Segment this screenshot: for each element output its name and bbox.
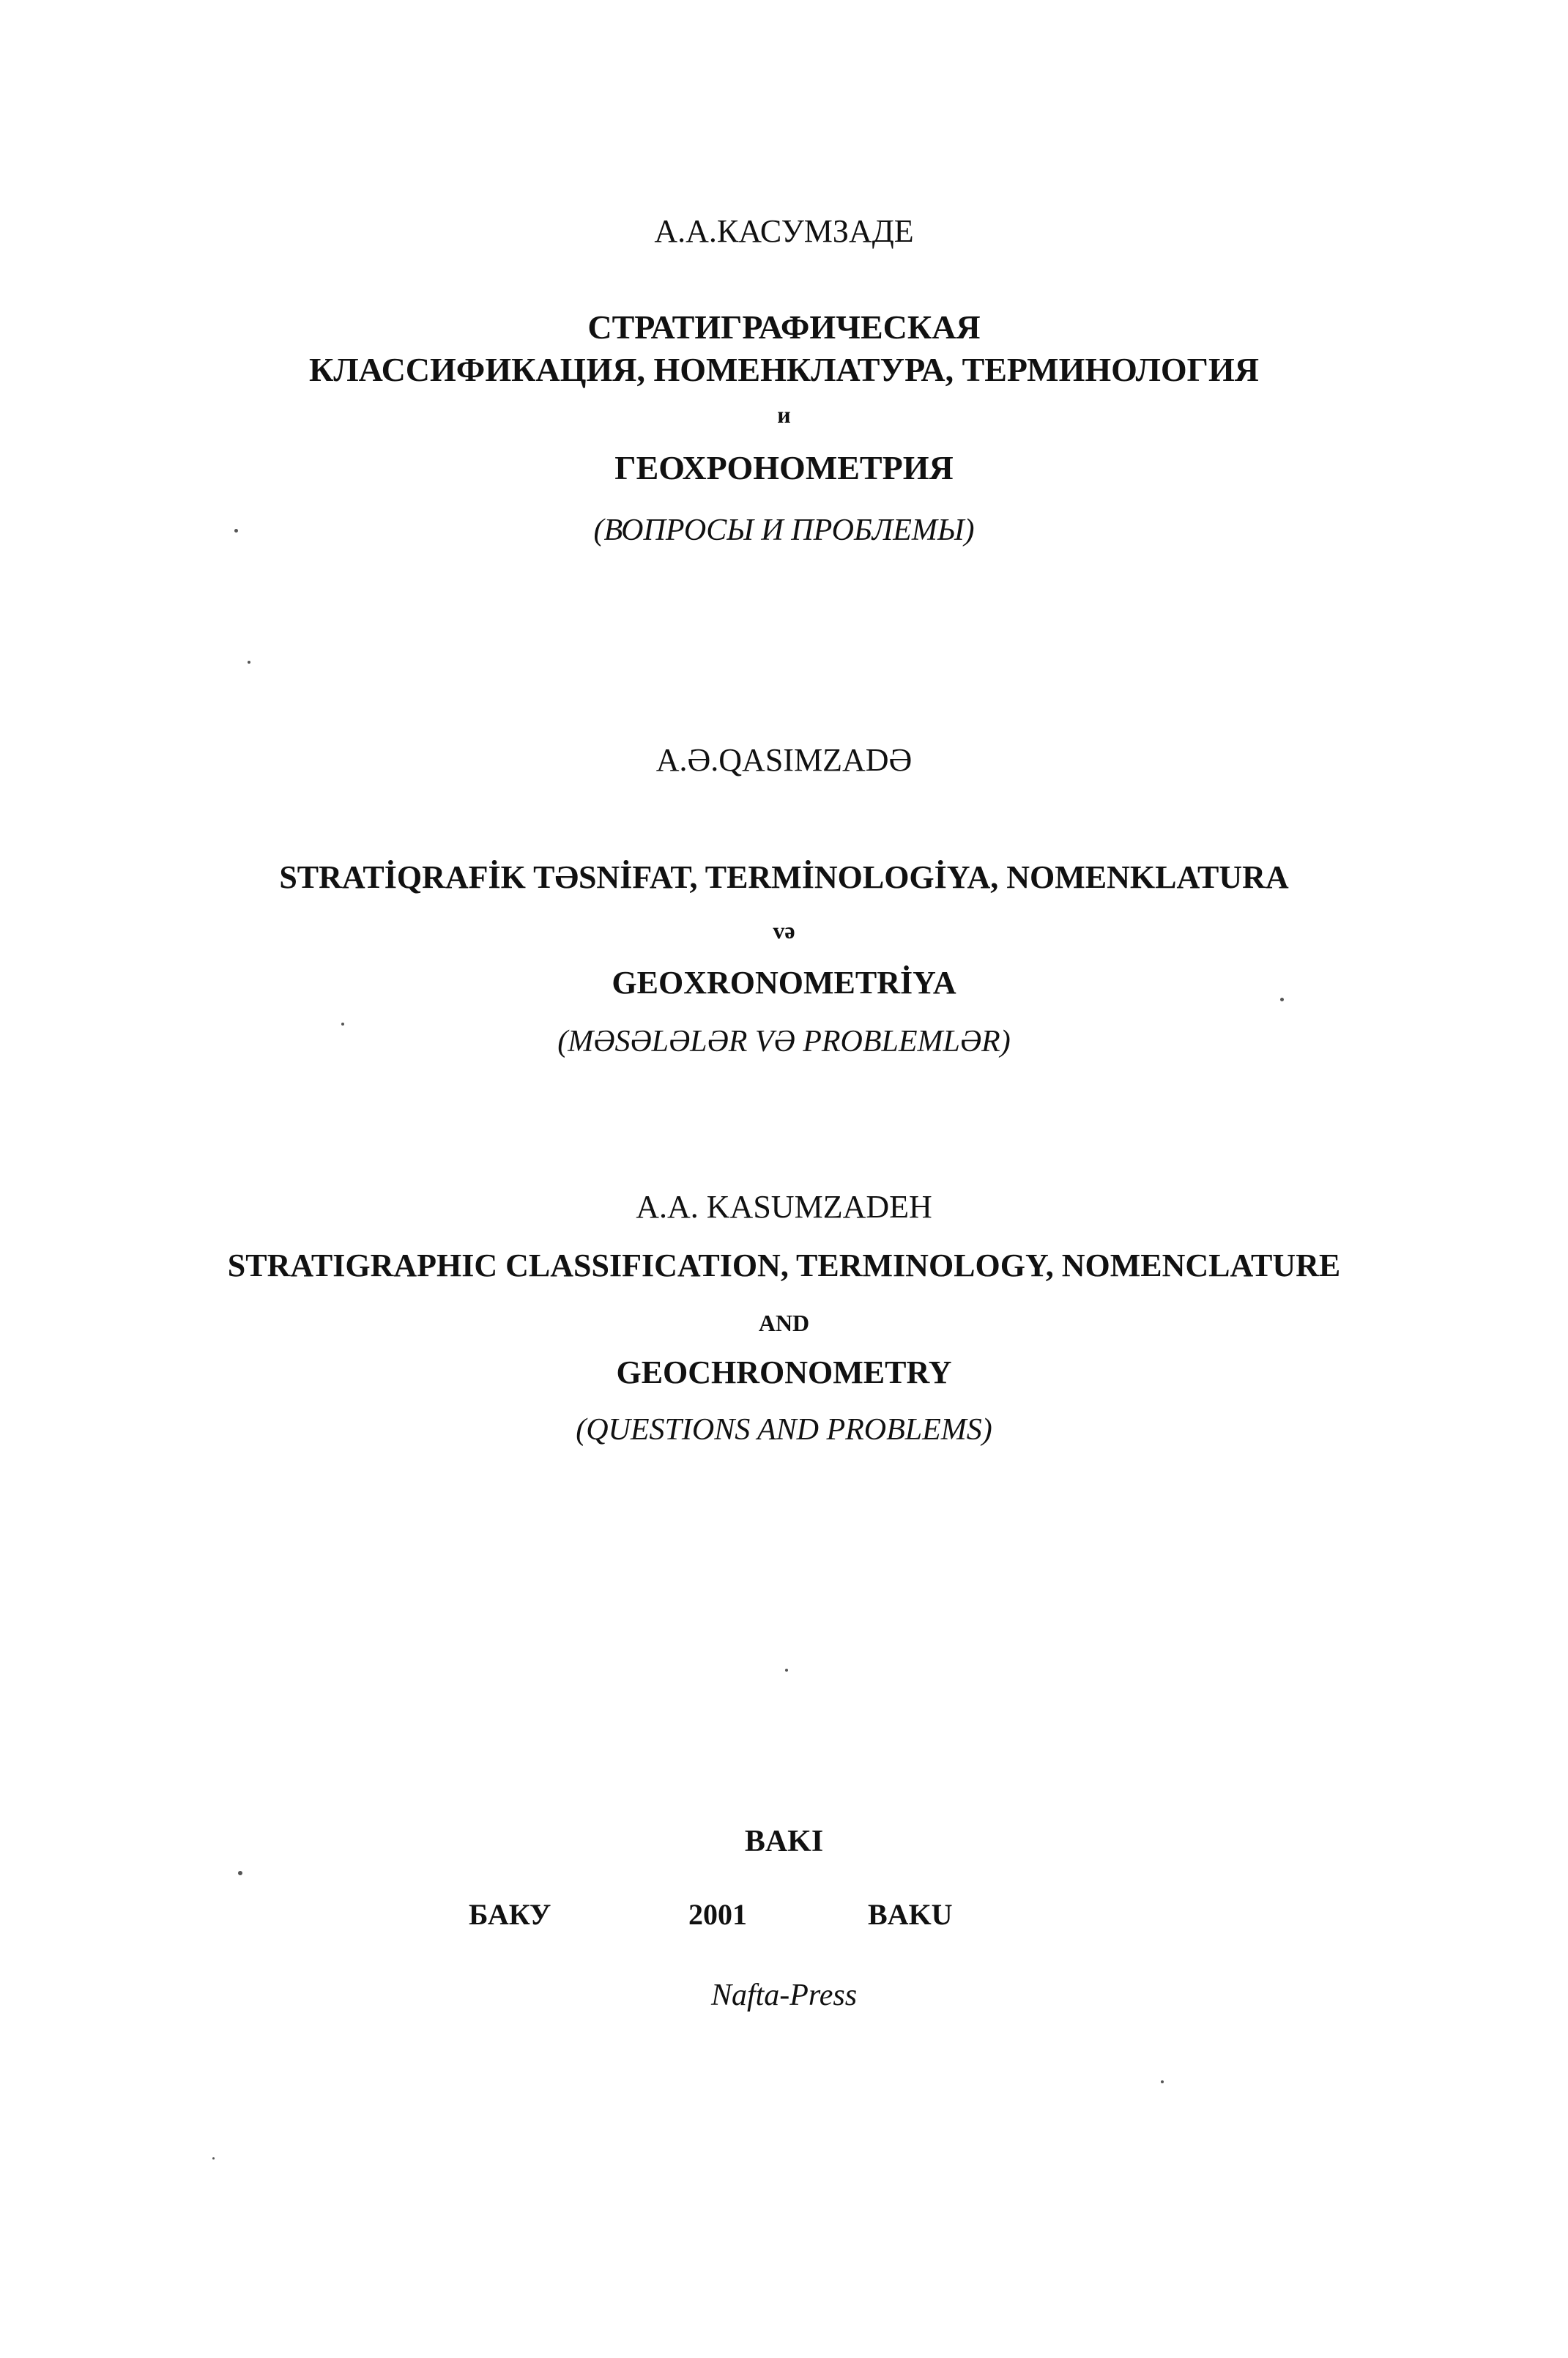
russian-title-line-1: СТРАТИГРАФИЧЕСКАЯ [587,308,981,346]
scan-speck [212,2157,215,2159]
scan-speck [785,1669,788,1672]
azerbaijani-subtitle: (MƏSƏLƏLƏR VƏ PROBLEMLƏR) [557,1025,1011,1058]
imprint-year: 2001 [688,1898,747,1931]
russian-title-line-3: ГЕОХРОНОМЕТРИЯ [614,449,954,486]
azerbaijani-title-line-1: STRATİQRAFİK TƏSNİFAT, TERMİNOLOGİYA, NOMENKLATURA [279,859,1289,895]
russian-author: А.А.КАСУМЗАДЕ [654,213,914,249]
scan-speck [234,529,238,533]
publisher: Nafta-Press [710,1979,858,2012]
azerbaijani-title-line-2: GEOXRONOMETRİYA [612,965,956,1001]
scan-speck [238,1871,242,1875]
azerbaijani-conjunction: və [773,917,795,943]
azerbaijani-author: A.Ə.QASIMZADƏ [655,742,913,778]
imprint-city-russian: БАКУ [469,1898,551,1931]
english-title-line-2: GEOCHRONOMETRY [616,1354,952,1390]
scan-speck [341,1023,344,1026]
english-title-line-1: STRATIGRAPHIC CLASSIFICATION, TERMINOLOGY, NOMENCLATURE [227,1247,1341,1283]
imprint-city-english: BAKU [868,1898,953,1931]
english-author: A.A. KASUMZADEH [636,1189,932,1225]
english-conjunction: AND [758,1310,810,1336]
russian-subtitle: (ВОПРОСЫ И ПРОБЛЕМЫ) [593,514,975,547]
english-subtitle: (QUESTIONS AND PROBLEMS) [576,1413,992,1447]
russian-title-line-2: КЛАССИФИКАЦИЯ, НОМЕНКЛАТУРА, ТЕРМИНОЛОГИЯ [309,351,1259,388]
scan-speck [1161,2080,1164,2083]
scan-speck [248,661,250,664]
russian-conjunction: и [777,401,791,428]
imprint-city-azerbaijani: BAKI [744,1825,824,1858]
scan-speck [1280,998,1284,1001]
